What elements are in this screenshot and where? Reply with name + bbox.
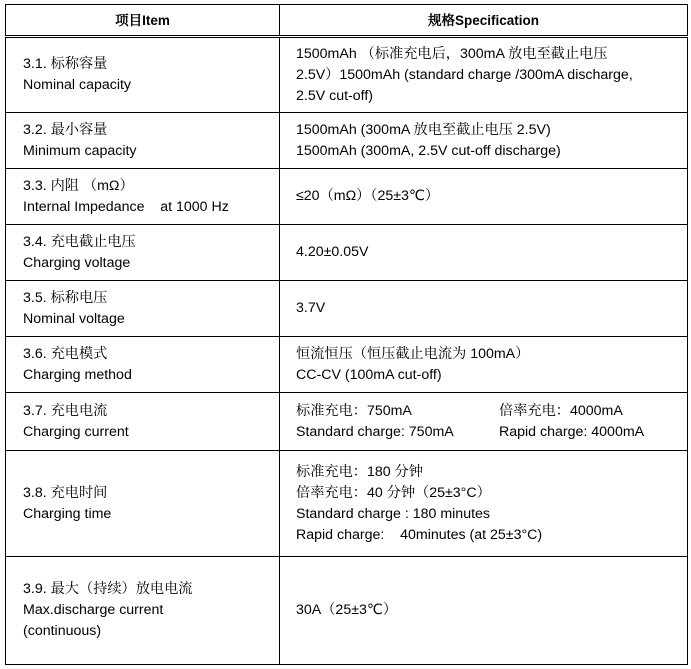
- header-item: 项目Item: [6, 5, 280, 37]
- item-label-en: (continuous): [23, 623, 102, 639]
- spec-line: 3.7V: [296, 300, 326, 316]
- table-row: [6, 393, 688, 451]
- item-cell: [6, 337, 280, 393]
- spec-line: 倍率充电：40 分钟（25±3°C）: [296, 484, 491, 501]
- spec-cell: [280, 337, 688, 393]
- item-label-cn: 3.3. 内阻 （mΩ）: [23, 177, 134, 194]
- item-label-cn: 3.7. 充电电流: [23, 402, 108, 419]
- item-cell: [6, 393, 280, 451]
- spec-standard: 标准充电：750mA: [296, 402, 412, 419]
- item-label-en: Charging time: [23, 505, 112, 522]
- item-label-cn: 3.5. 标称电压: [23, 289, 108, 306]
- table-row: [6, 281, 688, 337]
- header-specification: 规格Specification: [280, 5, 688, 37]
- table-row: [6, 451, 688, 557]
- spec-pair-line: [296, 422, 687, 443]
- spec-cell: [280, 169, 688, 225]
- spec-line: Rapid charge: 40minutes (at 25±3°C): [296, 526, 543, 543]
- item-label-en: Max.discharge current: [23, 602, 164, 618]
- item-label-cn: 3.2. 最小容量: [23, 121, 108, 138]
- spec-cell: [280, 37, 688, 113]
- spec-cell: [280, 451, 688, 557]
- table-row: [6, 113, 688, 169]
- spec-cell: [280, 113, 688, 169]
- table-row: [6, 337, 688, 393]
- spec-cell: [280, 225, 688, 281]
- item-label-cn: 3.8. 充电时间: [23, 484, 108, 501]
- item-label-en: Charging current: [23, 423, 129, 440]
- spec-line: 4.20±0.05V: [296, 244, 369, 260]
- table-row: [6, 37, 688, 113]
- item-label-en: Charging voltage: [23, 254, 131, 271]
- item-cell: [6, 37, 280, 113]
- spec-line: 标准充电：180 分钟: [296, 463, 423, 480]
- item-label-en: Minimum capacity: [23, 142, 137, 159]
- item-cell: [6, 225, 280, 281]
- item-cell: [6, 281, 280, 337]
- item-label-en: Nominal capacity: [23, 77, 132, 93]
- specification-table: [5, 4, 688, 665]
- spec-line: 30A（25±3℃）: [296, 602, 398, 618]
- spec-line: 2.5V）1500mAh (standard charge /300mA discharge,: [296, 66, 633, 83]
- table-row: [6, 225, 688, 281]
- table-row: [6, 557, 688, 665]
- spec-line: 1500mAh (300mA 放电至截止电压 2.5V): [296, 121, 551, 138]
- spec-line: CC-CV (100mA cut-off): [296, 366, 442, 383]
- table-row: [6, 169, 688, 225]
- spec-line: 恒流恒压（恒压截止电流为 100mA）: [296, 345, 530, 362]
- item-label-en: Charging method: [23, 366, 132, 383]
- item-cell: [6, 113, 280, 169]
- spec-line: 2.5V cut-off): [296, 87, 374, 104]
- item-cell: [6, 169, 280, 225]
- spec-cell: [280, 557, 688, 665]
- spec-cell: [280, 281, 688, 337]
- spec-cell: [280, 393, 688, 451]
- spec-line: ≤20（mΩ）（25±3℃）: [296, 188, 440, 204]
- spec-standard: Standard charge: 750mA: [296, 423, 454, 440]
- table-header-row: [6, 5, 688, 37]
- item-label-cn: 3.4. 充电截止电压: [23, 233, 136, 250]
- spec-pair-line: [296, 401, 687, 422]
- spec-line: 1500mAh (300mA, 2.5V cut-off discharge): [296, 142, 561, 159]
- item-cell: [6, 451, 280, 557]
- item-label-en: Internal Impedance at 1000 Hz: [23, 198, 229, 215]
- item-label-cn: 3.9. 最大（持续）放电电流: [23, 581, 193, 597]
- item-label-cn: 3.1. 标称容量: [23, 56, 108, 72]
- spec-line: 1500mAh （标准充电后，300mA 放电至截止电压: [296, 45, 608, 62]
- page-top-fragment: [0, 0, 160, 3]
- spec-line: Standard charge : 180 minutes: [296, 505, 491, 522]
- item-label-cn: 3.6. 充电模式: [23, 345, 108, 362]
- item-label-en: Nominal voltage: [23, 310, 125, 327]
- spec-rapid: 倍率充电：4000mA: [499, 402, 623, 419]
- spec-rapid: Rapid charge: 4000mA: [499, 423, 645, 440]
- item-cell: [6, 557, 280, 665]
